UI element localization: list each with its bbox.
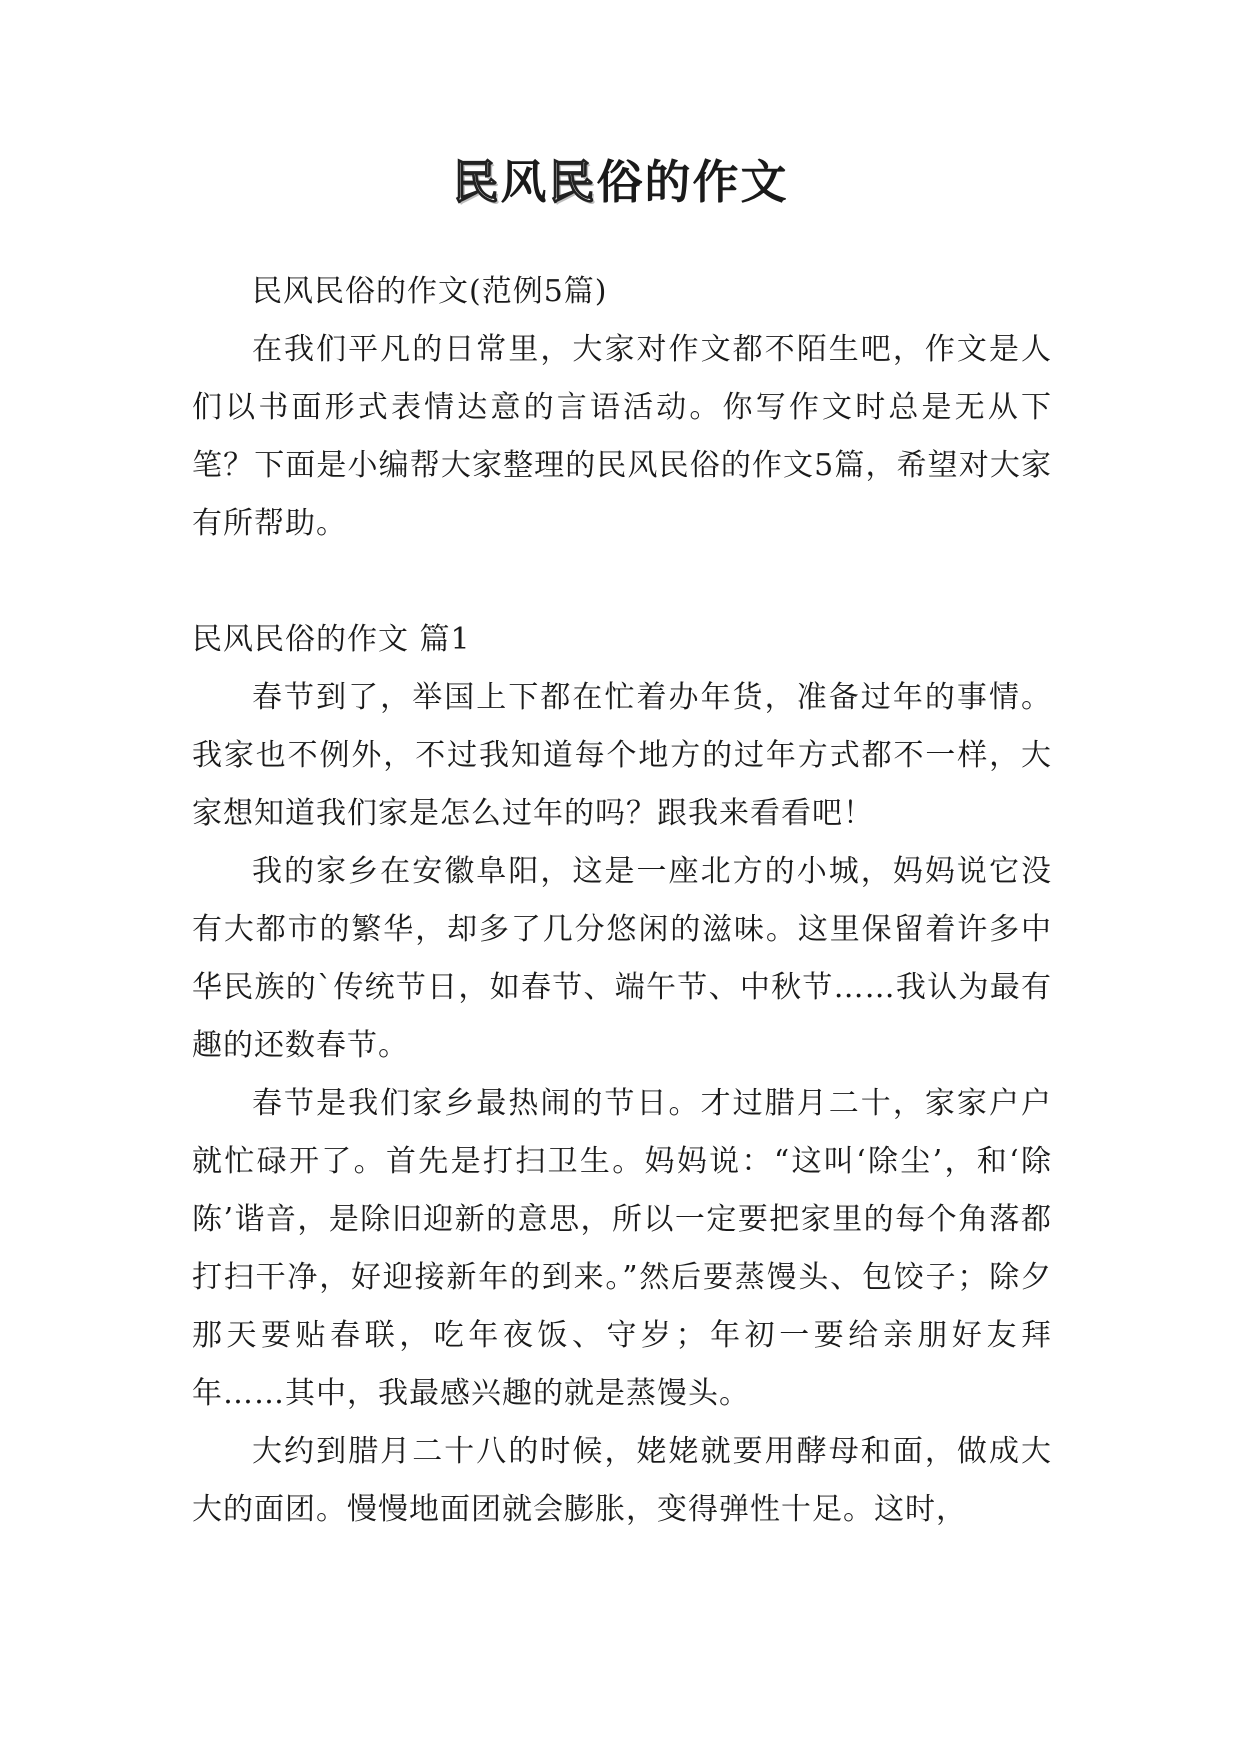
title-char-3: 民: [548, 155, 597, 209]
body-paragraph-2: 我的家乡在安徽阜阳，这是一座北方的小城，妈妈说它没有大都市的繁华，却多了几分悠闲的滋味。这里保留着许多中华民族的`传统节日，如春节、端午节、中秋节……我认为最有趣的还数春节。: [192, 854, 1052, 1063]
title-char-2: 风: [500, 155, 549, 209]
body-paragraph-3: 春节是我们家乡最热闹的节日。才过腊月二十，家家户户就忙碌开了。首先是打扫卫生。妈妈说：“这叫‘除尘’，和‘除陈’谐音，是除旧迎新的意思，所以一定要把家里的每个角落都打扫干净，好迎接新年的到来。”然后要蒸馒头、包饺子；除夕那天要贴春联，吃年夜饭、守岁；年初一要给亲朋好友拜年……其中，我最感兴趣的就是蒸馒头。: [192, 1086, 1052, 1411]
title-char-rest: 俗的作文: [596, 155, 789, 209]
body-paragraph-4: 大约到腊月二十八的时候，姥姥就要用酵母和面，做成大大的面团。慢慢地面团就会膨胀，变得弹性十足。这时，: [192, 1434, 1052, 1527]
section-title: 民风民俗的作文 篇1: [192, 622, 471, 657]
intro-paragraph: 在我们平凡的日常里，大家对作文都不陌生吧，作文是人们以书面形式表情达意的言语活动。你写作文时总是无从下笔？下面是小编帮大家整理的民风民俗的作文5篇，希望对大家有所帮助。: [192, 332, 1052, 541]
document-body: [192, 263, 1052, 1539]
body-paragraph-1: 春节到了，举国上下都在忙着办年货，准备过年的事情。我家也不例外，不过我知道每个地方的过年方式都不一样，大家想知道我们家是怎么过年的吗？跟我来看看吧！: [192, 680, 1052, 831]
document-subtitle: 民风民俗的作文(范例5篇): [252, 274, 608, 309]
document-title: [0, 150, 1241, 214]
title-char-1: 民: [452, 155, 501, 209]
